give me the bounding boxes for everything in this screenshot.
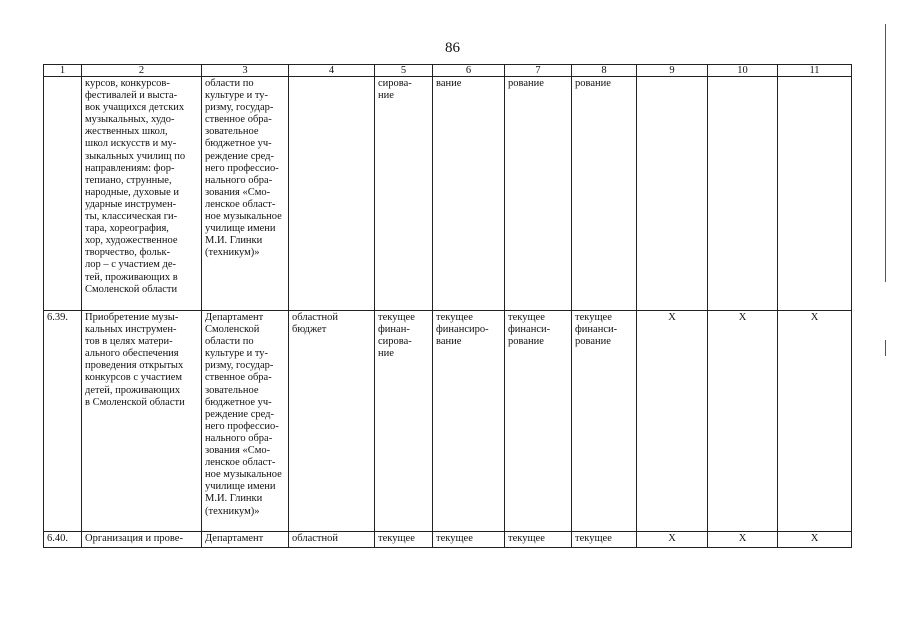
cell-text-line: рование — [508, 336, 544, 348]
item-number: 6.39. — [44, 311, 82, 532]
cell-text-line: М.И. Глинки — [205, 235, 263, 247]
item-value-11: X — [778, 311, 852, 532]
item-funding-year-4 — [572, 311, 637, 532]
cell-text-line: него профессио- — [205, 162, 279, 174]
cell-text-line: ние — [378, 348, 394, 360]
column-number-row — [44, 65, 852, 77]
item-name — [82, 532, 202, 548]
cell-text-line: Смоленской — [205, 324, 260, 336]
cell-text-line: рование — [575, 78, 611, 89]
cell-text-line: Департамент — [205, 312, 264, 323]
column-number: 7 — [505, 65, 572, 77]
item-funding-year-1 — [375, 77, 433, 311]
program-table — [43, 64, 852, 548]
cell-text-line: ризму, государ- — [205, 360, 274, 372]
cell-text-line: бюджетное уч- — [205, 138, 272, 150]
cell-text-line: училище имени — [205, 481, 276, 493]
cell-text-line: Департамент — [205, 533, 264, 544]
table-row — [44, 311, 852, 532]
cell-text-line: ударные инструмен- — [85, 198, 177, 210]
item-funding-year-3 — [505, 77, 572, 311]
item-funding-year-2 — [433, 77, 505, 311]
cell-text-line: бюджетное уч- — [205, 396, 272, 408]
cell-text-line: текущее — [508, 533, 545, 544]
item-number — [44, 77, 82, 311]
cell-text-line: финанси- — [575, 324, 618, 336]
cell-text-line: Организация и прове- — [85, 533, 183, 544]
cell-text-line: текущее — [575, 533, 612, 544]
cell-text-line: текущее — [378, 312, 415, 323]
item-executor — [202, 532, 289, 548]
item-funding-year-2 — [433, 311, 505, 532]
cell-text-line: текущее — [508, 312, 545, 323]
item-value-10: X — [708, 311, 778, 532]
table-row — [44, 532, 852, 548]
item-funding-year-4 — [572, 532, 637, 548]
cell-text-line: культуре и ту- — [205, 348, 269, 360]
item-funding-year-2 — [433, 532, 505, 548]
cell-text-line: зовательное — [205, 126, 259, 138]
cell-text-line: ризму, государ- — [205, 102, 274, 114]
item-value-11 — [778, 77, 852, 311]
column-number: 2 — [82, 65, 202, 77]
cell-text-line: М.И. Глинки — [205, 493, 263, 505]
cell-text-line: текущее — [378, 533, 415, 544]
item-value-9 — [637, 77, 708, 311]
item-value-10: X — [708, 532, 778, 548]
item-funding-source — [289, 532, 375, 548]
column-number: 3 — [202, 65, 289, 77]
cell-text-line: курсов, конкурсов- — [85, 78, 170, 89]
cell-text-line: проведения открытых — [85, 360, 184, 372]
cell-text-line: кальных инструмен- — [85, 324, 177, 336]
cell-text-line: лор – с участием де- — [85, 259, 177, 271]
cell-text-line: вание — [436, 336, 462, 348]
table-row — [44, 77, 852, 311]
item-value-9: X — [637, 311, 708, 532]
cell-text-line: сирова- — [378, 336, 412, 348]
cell-text-line: нального обра- — [205, 174, 273, 186]
cell-text-line: хор, художественное — [85, 235, 178, 247]
cell-text-line: текущее — [436, 312, 473, 323]
cell-text-line: сирова- — [378, 78, 412, 89]
cell-text-line: тов в целях матери- — [85, 336, 173, 348]
item-funding-year-1 — [375, 311, 433, 532]
cell-text-line: конкурсов с участием — [85, 372, 183, 384]
cell-text-line: него профессио- — [205, 420, 279, 432]
cell-text-line: в Смоленской области — [85, 396, 185, 408]
cell-text-line: области по — [205, 336, 254, 348]
item-value-11: X — [778, 532, 852, 548]
cell-text-line: ное музыкальное — [205, 469, 282, 481]
cell-text-line: рование — [575, 336, 611, 348]
cell-text-line: (техникум)» — [205, 505, 260, 517]
cell-text-line: реждение сред- — [205, 408, 274, 420]
item-name — [82, 311, 202, 532]
cell-text-line: жественных школ, — [85, 126, 168, 138]
item-funding-source — [289, 311, 375, 532]
cell-text-line: ального обеспечения — [85, 348, 179, 360]
column-number: 4 — [289, 65, 375, 77]
cell-text-line: ты, классическая ги- — [85, 211, 178, 223]
column-number: 10 — [708, 65, 778, 77]
cell-text-line: зыкальных училищ по — [85, 150, 186, 162]
cell-text-line: ственное обра- — [205, 372, 272, 384]
page-number: 86 — [445, 40, 460, 56]
cell-text-line: училище имени — [205, 223, 276, 235]
cell-text-line: областной — [292, 312, 338, 323]
cell-text-line: направлениям: фор- — [85, 162, 175, 174]
column-number: 8 — [572, 65, 637, 77]
cell-text-line: текущее — [575, 312, 612, 323]
cell-text-line: Приобретение музы- — [85, 312, 179, 323]
cell-text-line: области по — [205, 78, 254, 89]
column-number: 6 — [433, 65, 505, 77]
cell-text-line: бюджет — [292, 324, 327, 336]
cell-text-line: вок учащихся детских — [85, 102, 185, 114]
item-funding-year-3 — [505, 311, 572, 532]
column-number: 1 — [44, 65, 82, 77]
item-funding-year-3 — [505, 532, 572, 548]
item-funding-source — [289, 77, 375, 311]
cell-text-line: ственное обра- — [205, 114, 272, 126]
column-number: 5 — [375, 65, 433, 77]
cell-text-line: нального обра- — [205, 432, 273, 444]
cell-text-line: школ искусств и му- — [85, 138, 177, 150]
item-name — [82, 77, 202, 311]
cell-text-line: Смоленской области — [85, 283, 178, 295]
cell-text-line: рование — [508, 78, 544, 89]
cell-text-line: ленское област- — [205, 198, 276, 210]
cell-text-line: (техникум)» — [205, 247, 260, 259]
cell-text-line: финан- — [378, 324, 410, 336]
cell-text-line: ние — [378, 90, 394, 102]
cell-text-line: зования «Смо- — [205, 445, 271, 457]
cell-text-line: ленское област- — [205, 457, 276, 469]
item-number: 6.40. — [44, 532, 82, 548]
cell-text-line: тара, хореография, — [85, 223, 169, 235]
cell-text-line: ное музыкальное — [205, 211, 282, 223]
cell-text-line: финансиро- — [436, 324, 489, 336]
cell-text-line: тей, проживающих в — [85, 271, 178, 283]
cell-text-line: зовательное — [205, 384, 259, 396]
cell-text-line: детей, проживающих — [85, 384, 181, 396]
item-executor — [202, 311, 289, 532]
cell-text-line: народные, духовые и — [85, 186, 180, 198]
cell-text-line: тепиано, струнные, — [85, 174, 172, 186]
item-funding-year-4 — [572, 77, 637, 311]
item-value-9: X — [637, 532, 708, 548]
scan-edge-mark — [885, 340, 886, 356]
column-number: 11 — [778, 65, 852, 77]
item-value-10 — [708, 77, 778, 311]
column-number: 9 — [637, 65, 708, 77]
cell-text-line: финанси- — [508, 324, 551, 336]
cell-text-line: реждение сред- — [205, 150, 274, 162]
cell-text-line: музыкальных, худо- — [85, 114, 175, 126]
cell-text-line: вание — [436, 78, 462, 89]
cell-text-line: творчество, фольк- — [85, 247, 171, 259]
cell-text-line: областной — [292, 533, 338, 544]
scan-edge-line — [885, 24, 886, 282]
cell-text-line: зования «Смо- — [205, 186, 271, 198]
item-funding-year-1 — [375, 532, 433, 548]
cell-text-line: культуре и ту- — [205, 90, 269, 102]
item-executor — [202, 77, 289, 311]
cell-text-line: текущее — [436, 533, 473, 544]
cell-text-line: фестивалей и выста- — [85, 90, 178, 102]
